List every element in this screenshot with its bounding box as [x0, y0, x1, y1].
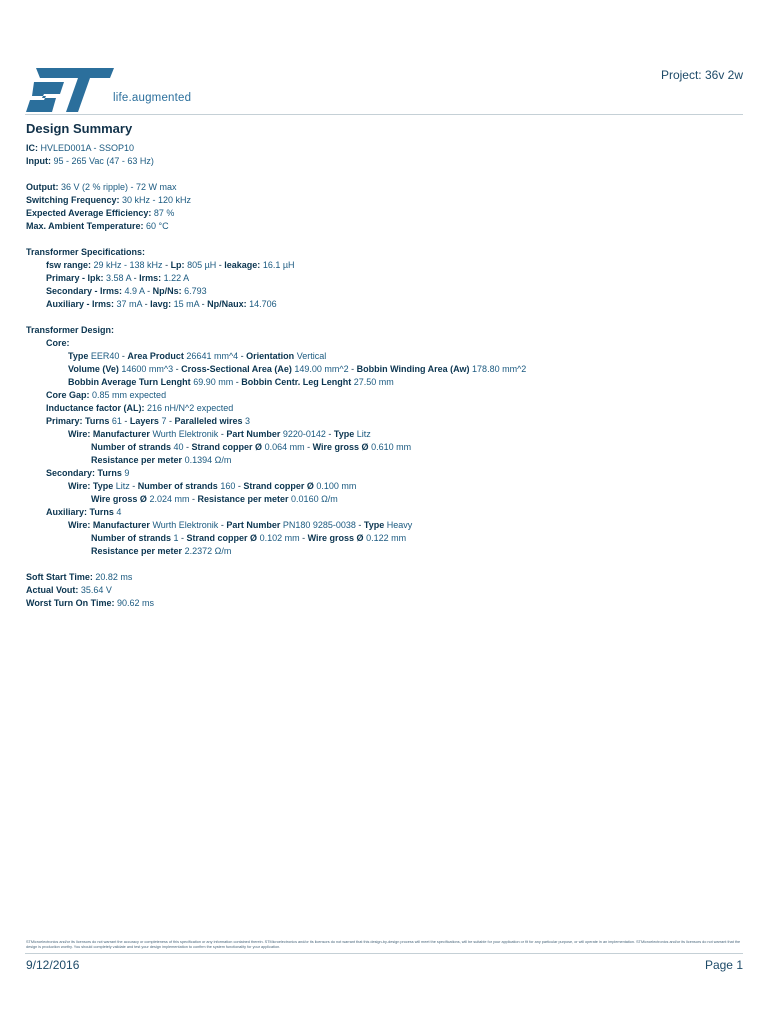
ambient-line: Max. Ambient Temperature: 60 °C	[26, 221, 169, 231]
tspec-fsw-line: fsw range: 29 kHz - 138 kHz - Lp: 805 µH - leakage: 16.1 µH	[46, 260, 295, 270]
efficiency-line: Expected Average Efficiency: 87 %	[26, 208, 175, 218]
switching-line: Switching Frequency: 30 kHz - 120 kHz	[26, 195, 192, 205]
primary-resistance-line: Resistance per meter 0.1394 Ω/m	[91, 455, 232, 465]
output-line: Output: 36 V (2 % ripple) - 72 W max	[26, 182, 177, 192]
tdesign-heading: Transformer Design:	[26, 325, 115, 335]
vout-line: Actual Vout: 35.64 V	[26, 585, 112, 595]
core-bobbin-line: Bobbin Average Turn Lenght 69.90 mm - Bobbin Centr. Leg Lenght 27.50 mm	[68, 377, 394, 387]
tagline: life.augmented	[113, 92, 192, 104]
inductance-line: Inductance factor (AL): 216 nH/N^2 expected	[46, 403, 234, 413]
legal-disclaimer: STMicroelectronics and/or its licensors do not warrant the accuracy or completeness of this specification or any information contained therein. STMicroelectronics and/or its licensors do not warrant that this design-by-design process will meet the specifications, will be suitable for your application or fit for any particular purpose, or will operate in an implementation. STMicroelectronics and/or its licensors do not warrant that the design is production worthy. You should completely validate and test your design implementation to confirm the system functionality for your application.	[26, 940, 741, 949]
core-volume-line: Volume (Ve) 14600 mm^3 - Cross-Sectional Area (Ae) 149.00 mm^2 - Bobbin Winding Area (Aw) 178.80 mm^2	[68, 364, 527, 374]
tspec-primary-line: Primary - Ipk: 3.58 A - Irms: 1.22 A	[46, 273, 190, 283]
page-number: Page 1	[704, 958, 743, 972]
tspec-auxiliary-line: Auxiliary - Irms: 37 mA - Iavg: 15 mA - Np/Naux: 14.706	[46, 299, 277, 309]
secondary-gross-line: Wire gross Ø 2.024 mm - Resistance per meter 0.0160 Ω/m	[91, 494, 338, 504]
secondary-line: Secondary: Turns 9	[46, 468, 130, 478]
core-type-line: Type EER40 - Area Product 26641 mm^4 - Orientation Vertical	[68, 351, 327, 361]
ic-line: IC: HVLED001A - SSOP10	[26, 143, 135, 153]
turnon-line: Worst Turn On Time: 90.62 ms	[26, 598, 155, 608]
input-line: Input: 95 - 265 Vac (47 - 63 Hz)	[26, 156, 154, 166]
footer-divider	[25, 953, 743, 954]
summary-body	[26, 142, 746, 610]
softstart-line: Soft Start Time: 20.82 ms	[26, 572, 133, 582]
secondary-wire-line: Wire: Type Litz - Number of strands 160 - Strand copper Ø 0.100 mm	[68, 481, 357, 491]
core-gap-line: Core Gap: 0.85 mm expected	[46, 390, 167, 400]
header-divider	[25, 114, 743, 115]
page-title: Design Summary	[26, 121, 133, 136]
auxiliary-strands-line: Number of strands 1 - Strand copper Ø 0.102 mm - Wire gross Ø 0.122 mm	[91, 533, 407, 543]
auxiliary-line: Auxiliary: Turns 4	[46, 507, 122, 517]
st-logo	[26, 68, 114, 112]
tspec-heading: Transformer Specifications:	[26, 247, 146, 257]
primary-wire-line: Wire: Manufacturer Wurth Elektronik - Part Number 9220-0142 - Type Litz	[68, 429, 371, 439]
auxiliary-wire-line: Wire: Manufacturer Wurth Elektronik - Part Number PN180 9285-0038 - Type Heavy	[68, 520, 413, 530]
core-heading: Core:	[46, 338, 70, 348]
project-name: Project: 36v 2w	[660, 68, 743, 82]
auxiliary-resistance-line: Resistance per meter 2.2372 Ω/m	[91, 546, 232, 556]
tspec-secondary-line: Secondary - Irms: 4.9 A - Np/Ns: 6.793	[46, 286, 207, 296]
primary-line: Primary: Turns 61 - Layers 7 - Paralleled wires 3	[46, 416, 251, 426]
footer-date: 9/12/2016	[26, 958, 80, 972]
primary-strands-line: Number of strands 40 - Strand copper Ø 0.064 mm - Wire gross Ø 0.610 mm	[91, 442, 412, 452]
